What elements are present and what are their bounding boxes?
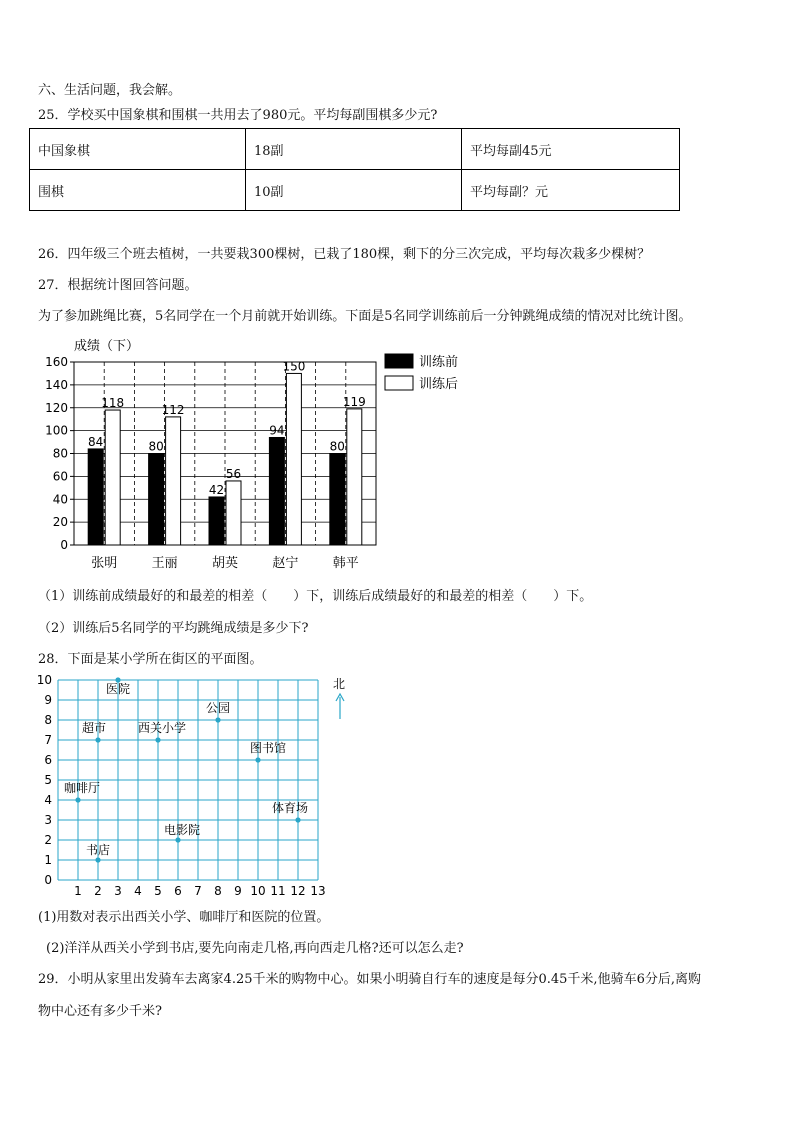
y-tick-label: 0 (60, 538, 68, 552)
y-axis-label: 成绩（下） (74, 339, 140, 354)
price-table (29, 128, 680, 211)
y-tick-label: 5 (44, 773, 52, 787)
y-tick-label: 40 (52, 492, 68, 507)
bar-before (88, 449, 103, 545)
x-tick-label: 4 (134, 884, 142, 898)
y-tick-label: 100 (45, 423, 68, 438)
x-tick-label: 胡英 (211, 556, 239, 571)
data-label: 150 (282, 359, 306, 374)
street-grid-map (30, 672, 370, 900)
x-tick-label: 12 (290, 884, 306, 898)
table-cell: 中国象棋 (30, 129, 246, 170)
y-tick-label: 8 (44, 713, 52, 727)
y-tick-label: 140 (45, 377, 68, 392)
bar-after (286, 373, 301, 545)
y-tick-label: 1 (44, 853, 52, 867)
legend-swatch (385, 376, 413, 390)
legend-swatch (385, 354, 413, 368)
x-tick-label: 5 (154, 884, 162, 898)
x-tick-label: 赵宁 (272, 556, 299, 571)
x-tick-label: 13 (310, 884, 326, 898)
place-label: 公园 (206, 701, 231, 715)
data-label: 119 (342, 394, 366, 409)
question-28-sub1: (1)用数对表示出西关小学、咖啡厅和医院的位置。 (38, 910, 330, 925)
place-label: 电影院 (164, 823, 201, 837)
bar-after (226, 481, 241, 545)
place-label: 医院 (106, 682, 131, 696)
data-label: 42 (208, 482, 225, 497)
y-tick-label: 60 (52, 469, 68, 484)
y-tick-label: 3 (44, 813, 52, 827)
data-label: 94 (269, 423, 285, 438)
question-27-intro: 为了参加跳绳比赛，5名同学在一个月前就开始训练。下面是5名同学训练前后一分钟跳绳成绩的情况对比统计图。 (38, 309, 692, 324)
place-label: 图书馆 (249, 741, 287, 755)
bar-after (105, 410, 120, 545)
y-tick-label: 10 (36, 673, 52, 687)
table-cell: 围棋 (30, 170, 246, 211)
x-tick-label: 9 (234, 884, 242, 898)
question-27-sub2: （2）训练后5名同学的平均跳绳成绩是多少下? (38, 621, 309, 636)
question-27-sub1: （1）训练前成绩最好的和最差的相差（ ）下，训练后成绩最好的和最差的相差（ ）下。 (38, 589, 593, 604)
place-label: 咖啡厅 (64, 781, 101, 795)
x-tick-label: 王丽 (151, 556, 178, 571)
data-label: 56 (225, 466, 242, 481)
legend-label: 训练前 (419, 355, 459, 370)
legend-label: 训练后 (419, 377, 459, 392)
bar-before (209, 497, 224, 545)
table-cell: 18副 (246, 129, 462, 170)
x-tick-label: 1 (74, 884, 82, 898)
question-28-sub2: (2)洋洋从西关小学到书店,要先向南走几格,再向西走几格?还可以怎么走? (46, 941, 464, 956)
y-tick-label: 120 (45, 400, 68, 415)
place-point (295, 817, 300, 822)
y-tick-label: 4 (44, 793, 52, 807)
question-29-line1: 29．小明从家里出发骑车去离家4.25千米的购物中心。如果小明骑自行车的速度是每分0.45千米,他骑车6分后,离购 (38, 972, 701, 987)
x-tick-label: 3 (114, 884, 122, 898)
place-point (75, 797, 80, 802)
question-29-line2: 物中心还有多少千米? (38, 1004, 162, 1019)
y-tick-label: 80 (52, 446, 68, 461)
table-cell: 平均每副45元 (462, 129, 680, 170)
y-tick-label: 9 (44, 693, 52, 707)
x-tick-label: 韩平 (332, 556, 359, 571)
question-25: 25．学校买中国象棋和围棋一共用去了980元。平均每副围棋多少元? (38, 108, 438, 123)
question-27: 27．根据统计图回答问题。 (38, 278, 198, 293)
x-tick-label: 7 (194, 884, 202, 898)
bar-before (149, 454, 164, 546)
x-tick-label: 8 (214, 884, 222, 898)
place-point (175, 837, 180, 842)
y-tick-label: 6 (44, 753, 52, 767)
place-point (155, 737, 160, 742)
bar-before (330, 454, 345, 546)
data-label: 80 (329, 439, 345, 454)
place-point (95, 737, 100, 742)
x-tick-label: 10 (250, 884, 266, 898)
y-tick-label: 20 (52, 515, 68, 530)
y-tick-label: 7 (44, 733, 52, 747)
table-row (30, 170, 680, 211)
section-title: 六、生活问题，我会解。 (38, 83, 182, 98)
data-label: 118 (101, 396, 125, 411)
x-tick-label: 2 (94, 884, 102, 898)
y-tick-label: 0 (44, 873, 52, 887)
bar-before (269, 437, 284, 545)
place-label: 体育场 (271, 801, 309, 815)
table-cell: 平均每副？元 (462, 170, 680, 211)
place-label: 超市 (82, 721, 107, 735)
x-tick-label: 张明 (91, 556, 118, 571)
data-label: 84 (88, 434, 104, 449)
data-label: 80 (148, 439, 164, 454)
place-point (95, 857, 100, 862)
table-cell: 10副 (246, 170, 462, 211)
x-tick-label: 6 (174, 884, 182, 898)
bar-after (166, 417, 181, 545)
place-label: 西关小学 (138, 721, 187, 735)
place-point (255, 757, 260, 762)
question-28: 28．下面是某小学所在街区的平面图。 (38, 652, 263, 667)
data-label: 112 (161, 402, 185, 417)
question-26: 26．四年级三个班去植树，一共要栽300棵树，已栽了180棵，剩下的分三次完成，平均每次栽多少棵树？ (38, 247, 651, 262)
y-tick-label: 160 (45, 355, 68, 369)
place-point (215, 717, 220, 722)
bar-after (347, 409, 362, 545)
place-label: 书店 (86, 843, 111, 857)
table-row (30, 129, 680, 170)
x-tick-label: 11 (270, 884, 286, 898)
bar-chart (30, 332, 480, 580)
y-tick-label: 2 (44, 833, 52, 847)
north-label: 北 (333, 677, 346, 691)
